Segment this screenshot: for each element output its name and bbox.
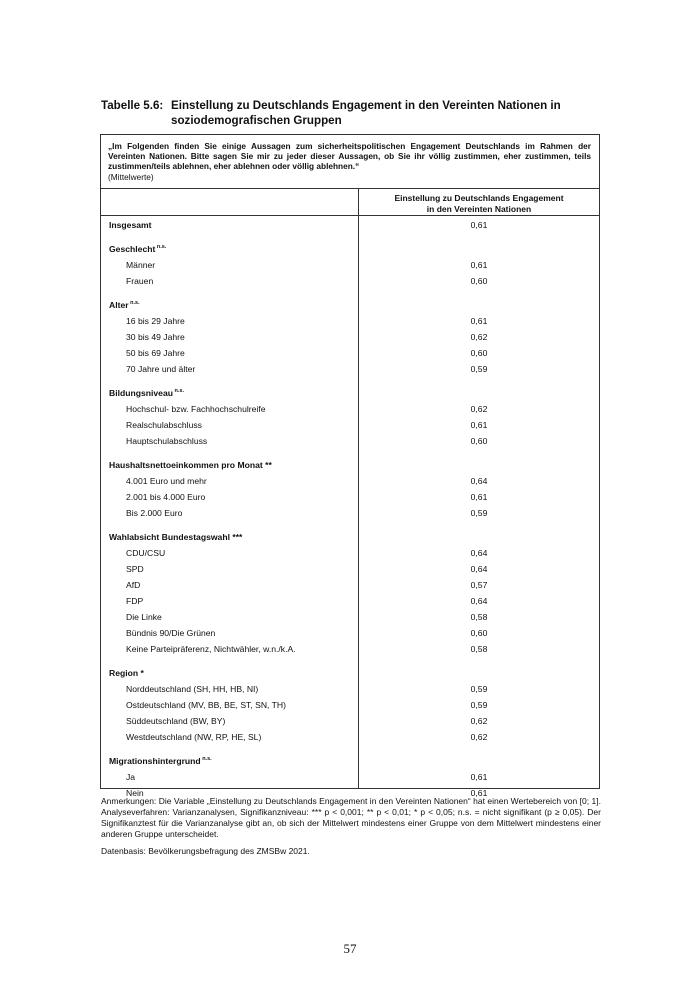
group-label: Alter $^{n.s.}$ [109, 300, 140, 310]
survey-question-block [108, 141, 591, 182]
group-heading-row [101, 530, 599, 544]
row-label: Bis 2.000 Euro [126, 508, 183, 518]
table-row [101, 362, 599, 376]
table-row [101, 474, 599, 488]
row-label: SPD [126, 564, 144, 574]
group-heading-row [101, 666, 599, 680]
row-label: Keine Parteipräferenz, Nichtwähler, w.n./k.A. [126, 644, 296, 654]
row-label: 16 bis 29 Jahre [126, 316, 185, 326]
row-value: 0,60 [470, 628, 488, 638]
column-header-line-2: in den Vereinten Nationen [426, 203, 532, 214]
row-label: Norddeutschland (SH, HH, HB, NI) [126, 684, 259, 694]
table-row [101, 594, 599, 608]
row-value: 0,59 [470, 700, 488, 710]
table-row [101, 418, 599, 432]
row-value: 0,61 [470, 420, 488, 430]
row-label: Süddeutschland (BW, BY) [126, 716, 226, 726]
row-value: 0,59 [470, 508, 488, 518]
row-value: 0,60 [470, 276, 488, 286]
table-row [101, 578, 599, 592]
row-label: FDP [126, 596, 144, 606]
group-heading-row [101, 242, 599, 256]
row-value: 0,59 [470, 684, 488, 694]
row-label: 2.001 bis 4.000 Euro [126, 492, 206, 502]
table-row [101, 490, 599, 504]
table-row [101, 730, 599, 744]
group-label: Wahlabsicht Bundestagswahl *** [109, 532, 243, 542]
table-row [101, 330, 599, 344]
row-value: 0,61 [470, 788, 488, 798]
table-row [101, 402, 599, 416]
survey-question: „Im Folgenden finden Sie einige Aussagen zum sicherheitspolitischen Engagement Deutschlands im Rahmen der Vereinten Nationen. Bitte sagen Sie mir zu jeder dieser Aussagen, ob Sie ihr völlig zustimmen, eher zustimmen, teils zustimmen/teils ablehnen, eher ablehnen oder völlig ablehnen.“ [108, 141, 591, 171]
table-row [101, 546, 599, 560]
table-title-line-1: Einstellung zu Deutschlands Engagement in den Vereinten Nationen in [171, 99, 561, 112]
column-header-line-1: Einstellung zu Deutschlands Engagement [394, 193, 564, 203]
row-value: 0,62 [470, 404, 488, 414]
row-label: 30 bis 49 Jahre [126, 332, 185, 342]
significance-marker: n.s. [155, 244, 167, 250]
group-heading-row [101, 458, 599, 472]
row-value: 0,61 [470, 772, 488, 782]
group-label: Geschlecht $^{n.s.}$ [109, 244, 167, 254]
group-label: Migrationshintergrund $^{n.s.}$ [109, 756, 212, 766]
group-label: Insgesamt [109, 220, 152, 230]
row-value: 0,61 [470, 220, 488, 230]
significance-marker: n.s. [172, 388, 184, 394]
row-value: 0,64 [470, 596, 488, 606]
group-label: Region * [109, 668, 144, 678]
table-title-line-2: soziodemografischen Gruppen [171, 114, 342, 127]
table-number: Tabelle 5.6: [101, 99, 164, 112]
table-row [101, 346, 599, 360]
row-value: 0,64 [470, 548, 488, 558]
row-value: 0,64 [470, 564, 488, 574]
row-value: 0,60 [470, 348, 488, 358]
question-divider [101, 188, 599, 189]
table-row [101, 626, 599, 640]
data-source: Datenbasis: Bevölkerungsbefragung des ZMSBw 2021. [101, 846, 310, 856]
row-label: Ostdeutschland (MV, BB, BE, ST, SN, TH) [126, 700, 286, 710]
table-row [101, 274, 599, 288]
table-row [101, 642, 599, 656]
group-heading-row [101, 298, 599, 312]
row-value: 0,57 [470, 580, 488, 590]
table-row [101, 562, 599, 576]
table-row [101, 770, 599, 784]
row-label: 50 bis 69 Jahre [126, 348, 185, 358]
row-label: Ja [126, 772, 136, 782]
row-label: AfD [126, 580, 141, 590]
group-heading-row [101, 218, 599, 232]
row-label: 4.001 Euro und mehr [126, 476, 207, 486]
table-row [101, 434, 599, 448]
unit-note: (Mittelwerte) [108, 172, 154, 182]
row-value: 0,61 [470, 316, 488, 326]
table-row [101, 714, 599, 728]
group-label: Bildungsniveau $^{n.s.}$ [109, 388, 184, 398]
data-table [100, 134, 600, 798]
table-notes: Anmerkungen: Die Variable „Einstellung zu Deutschlands Engagement in den Vereinten Nationen“ hat einen Wertebereich von [0; 1]. Analyseverfahren: Varianzanalysen, Signifikanzniveau: *** p < 0,001; ** p < 0,01; * p < 0,05; n.s. = nicht signifikant (p ≥ 0,05). Der Signifikanztest für die Varianzanalyse gibt an, ob sich der Mittelwert mindestens einer Gruppe von dem Mittelwert mindestens einer anderen Gruppe unterscheidet. [101, 796, 601, 839]
row-value: 0,62 [470, 332, 488, 342]
row-label: 70 Jahre und älter [126, 364, 196, 374]
group-heading-row [101, 386, 599, 400]
table-row [101, 682, 599, 696]
row-label: Hochschul- bzw. Fachhochschulreife [126, 404, 266, 414]
table-row [101, 610, 599, 624]
row-label: Hauptschulabschluss [126, 436, 208, 446]
row-label: Realschulabschluss [126, 420, 202, 430]
row-value: 0,61 [470, 492, 488, 502]
table-row [101, 314, 599, 328]
row-value: 0,62 [470, 732, 488, 742]
row-value: 0,59 [470, 364, 488, 374]
row-value: 0,62 [470, 716, 488, 726]
row-value: 0,58 [470, 644, 488, 654]
row-label: Frauen [126, 276, 154, 286]
row-label: Nein [126, 788, 144, 798]
table-row [101, 506, 599, 520]
group-label: Haushaltsnettoeinkommen pro Monat ** [109, 460, 272, 470]
significance-marker: n.s. [128, 300, 140, 306]
row-label: Westdeutschland (NW, RP, HE, SL) [126, 732, 262, 742]
row-label: Die Linke [126, 612, 162, 622]
row-value: 0,61 [470, 260, 488, 270]
header-divider [101, 215, 599, 216]
row-value: 0,60 [470, 436, 488, 446]
row-label: Bündnis 90/Die Grünen [126, 628, 216, 638]
table-row [101, 258, 599, 272]
significance-marker: n.s. [200, 756, 212, 762]
row-value: 0,58 [470, 612, 488, 622]
row-value: 0,64 [470, 476, 488, 486]
row-label: Männer [126, 260, 156, 270]
row-label: CDU/CSU [126, 548, 166, 558]
table-row [101, 698, 599, 712]
column-header [359, 193, 599, 214]
group-heading-row [101, 754, 599, 768]
page-number: 57 [343, 941, 357, 956]
